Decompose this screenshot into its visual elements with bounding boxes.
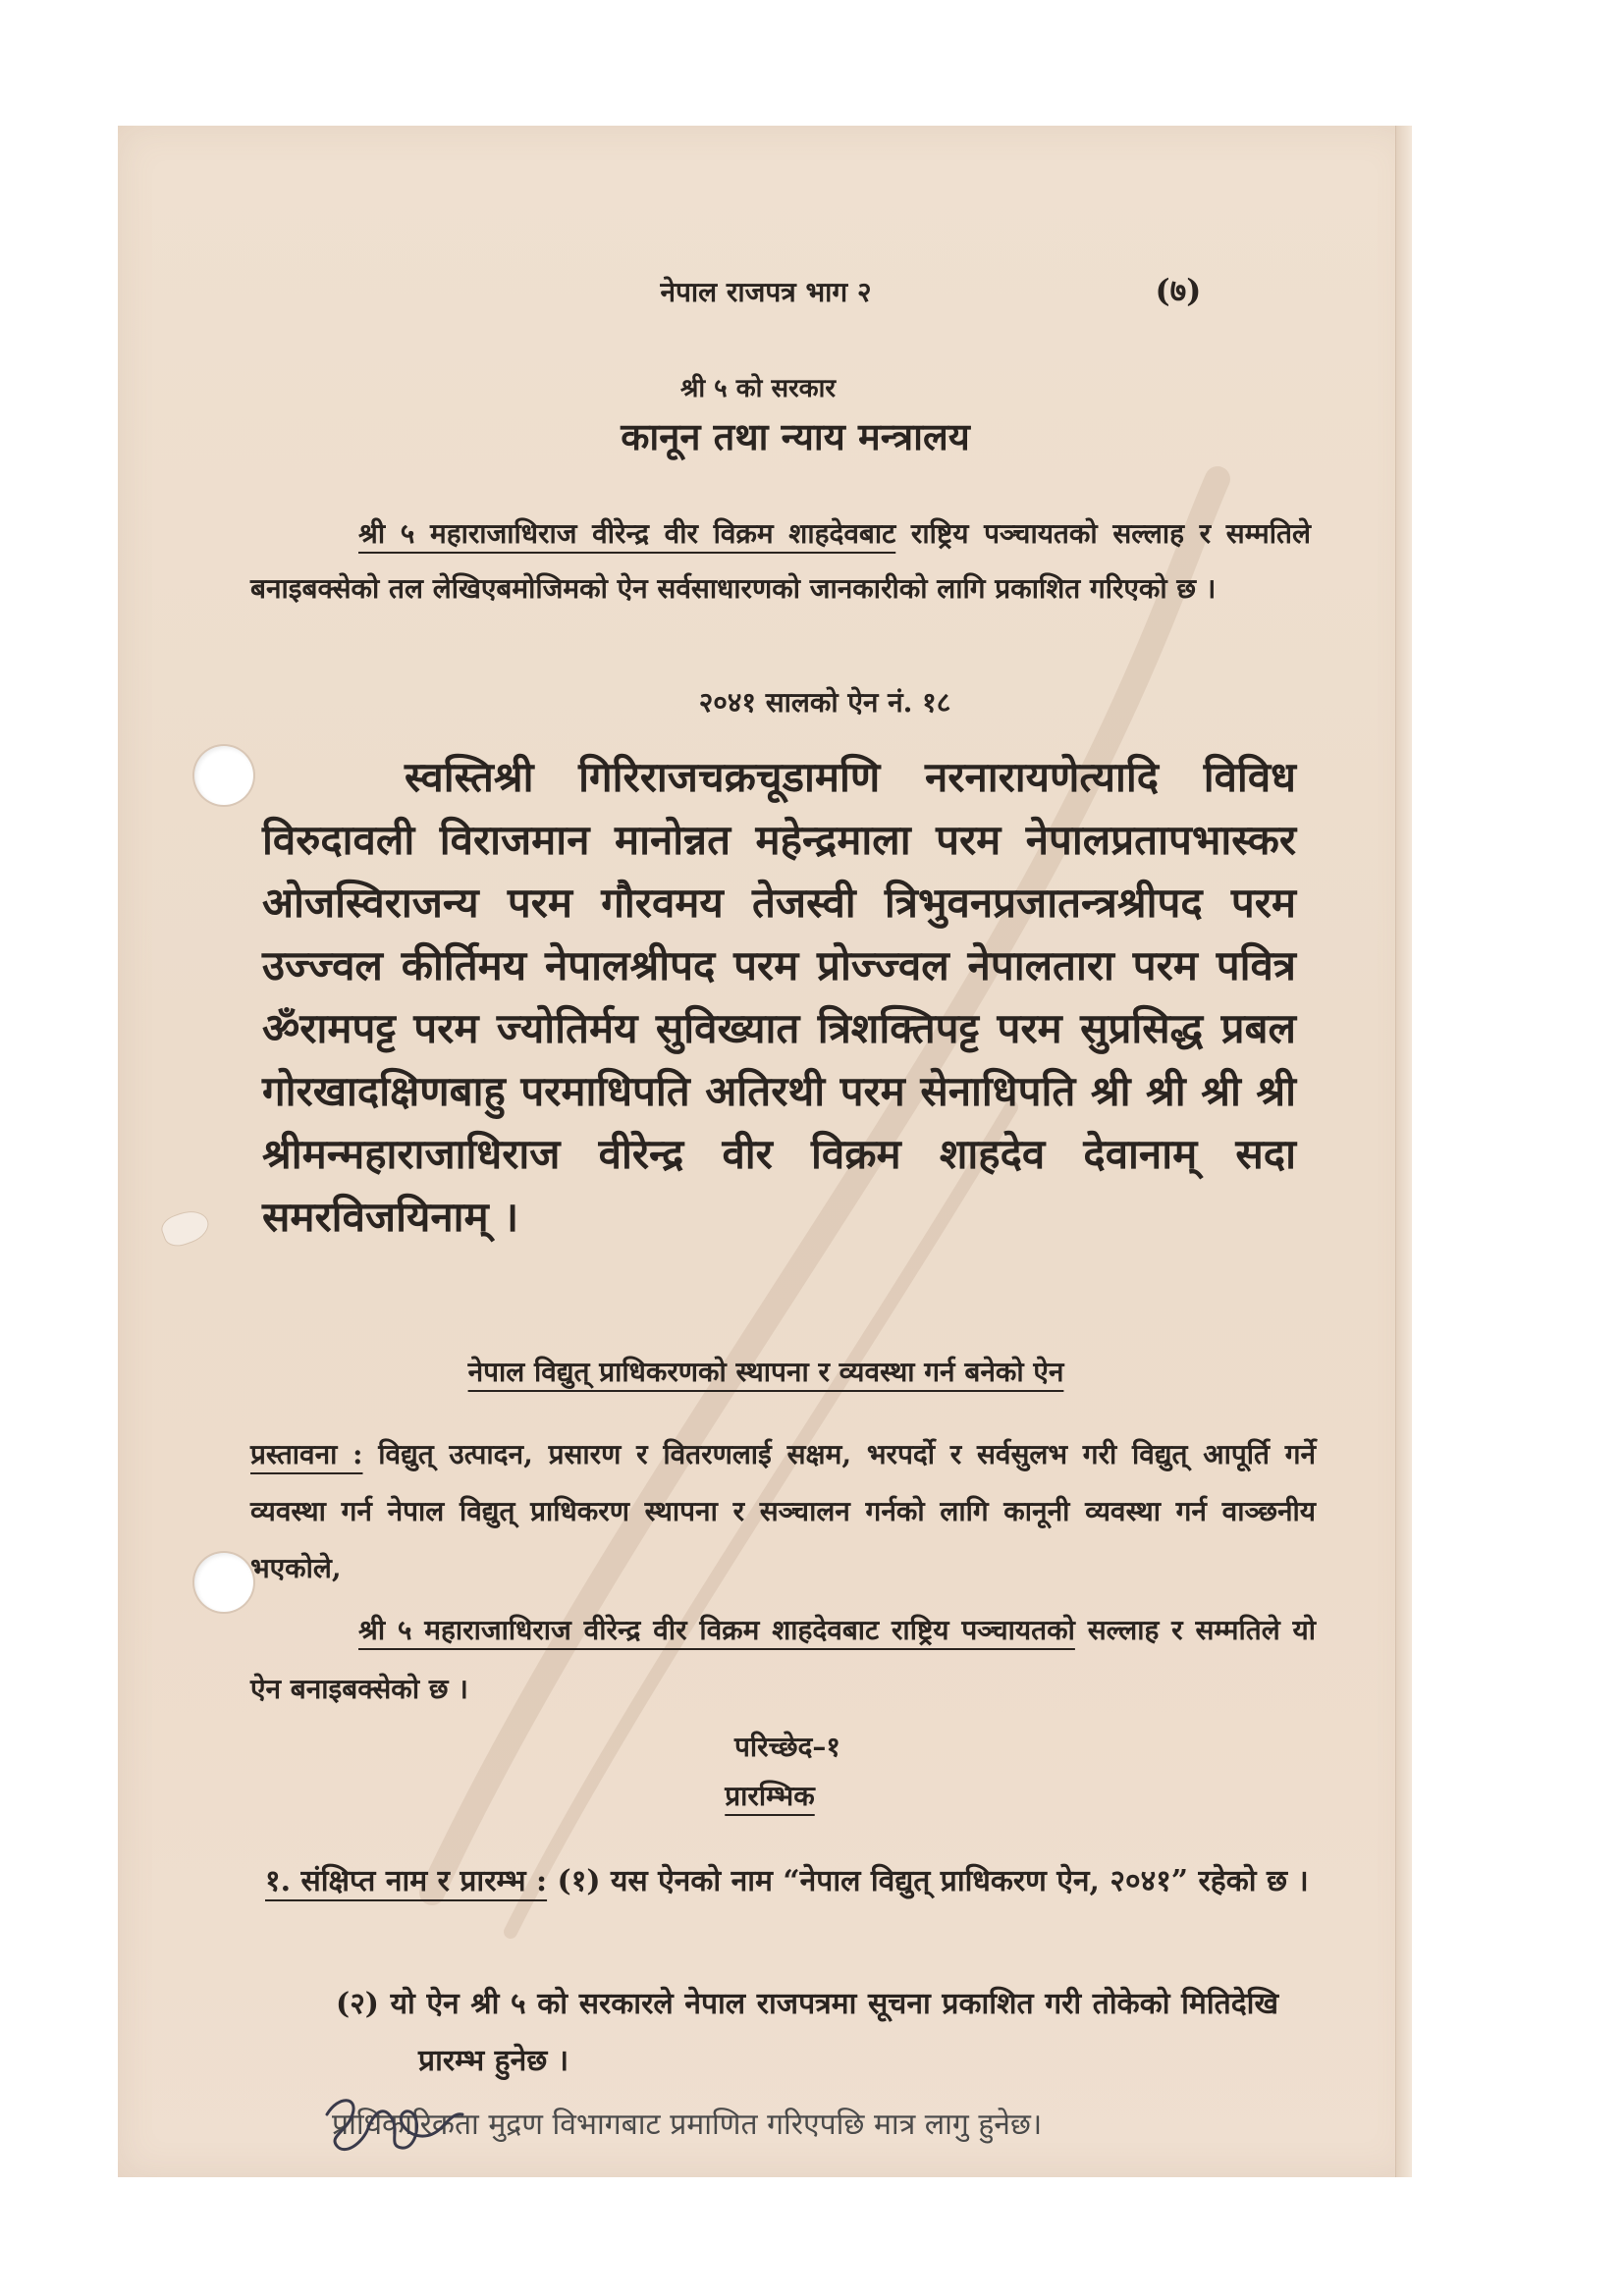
enactment-clause	[250, 1601, 1316, 1719]
gazette-header-title: नेपाल राजपत्र भाग २	[660, 276, 872, 308]
section-1-heading: १. संक्षिप्त नाम र प्रारम्भ :	[265, 1864, 548, 1898]
handwritten-signature	[319, 2085, 466, 2163]
preamble-text: विद्युत् उत्पादन, प्रसारण र वितरणलाई सक्षम, भरपर्दो र सर्वसुलभ गरी विद्युत् आपूर्ति गर्ने व्यवस्था गर्न नेपाल विद्युत् प्राधिकरण स्थापना र सञ्चालन गर्नको लागि कानूनी व्यवस्था गर्न वाञ्छनीय भएकोले,	[250, 1438, 1316, 1584]
act-title-text: नेपाल विद्युत् प्राधिकरणको स्थापना र व्यवस्था गर्न बनेको ऐन	[467, 1356, 1064, 1388]
section-1-clause-1: (१) यस ऐनको नाम “नेपाल विद्युत् प्राधिकरण ऐन, २०४१” रहेको छ ।	[547, 1864, 1309, 1898]
chapter-title	[623, 1777, 917, 1814]
publication-notice	[250, 507, 1311, 616]
preamble-paragraph	[250, 1426, 1316, 1597]
preamble-label: प्रस्तावना :	[250, 1438, 363, 1470]
punch-hole-bottom	[194, 1553, 253, 1612]
section-1-clause-2: (२) यो ऐन श्री ५ को सरकारले नेपाल राजपत्रमा सूचना प्रकाशित गरी तोकेको मितिदेखि प्रारम्भ हुनेछ ।	[336, 1987, 1278, 2078]
royal-titles-preamble: स्वस्तिश्री गिरिराजचक्रचूडामणि नरनारायणेत्यादि विविध विरुदावली विराजमान मानोन्नत महेन्द्रमाला परम नेपालप्रतापभास्कर ओजस्विराजन्य परम गौरवमय तेजस्वी त्रिभुवनप्रजातन्त्रश्रीपद परम उज्ज्वल कीर्तिमय नेपालश्रीपद परम प्रोज्ज्वल नेपालतारा परम पवित्र ॐरामपट्ट परम ज्योतिर्मय सुविख्यात त्रिशक्तिपट्ट परम सुप्रसिद्ध प्रबल गोरखादक्षिणबाहु परमाधिपति अतिरथी परम सेनाधिपति श्री श्री श्री श्री श्रीमन्महाराजाधिराज वीरेन्द्र वीर विक्रम शाहदेव देवानाम् सदा समरविजयिनाम् ।	[262, 753, 1296, 1241]
publication-notice-lead: श्री ५ महाराजाधिराज वीरेन्द्र वीर विक्रम शाहदेवबाट	[358, 517, 896, 550]
enactment-lead: श्री ५ महाराजाधिराज वीरेन्द्र वीर विक्रम शाहदेवबाट राष्ट्रिय पञ्चायतको	[358, 1614, 1075, 1646]
page-number: (७)	[1155, 272, 1202, 309]
publication-notice-text: राष्ट्रिय पञ्चायतको सल्लाह र सम्मतिले बनाइबक्सेको तल लेखिएबमोजिमको ऐन सर्वसाधारणको जानकारीको लागि प्रकाशित गरिएको छ ।	[250, 517, 1311, 605]
gazette-page	[118, 126, 1412, 2177]
section-1	[265, 1851, 1321, 1912]
chapter-title-text: प्रारम्भिक	[725, 1780, 815, 1812]
act-number: २०४१ सालको ऐन नं. १८	[698, 686, 951, 719]
ministry-heading: कानून तथा न्याय मन्त्रालय	[621, 414, 970, 458]
chapter-number: परिच्छेद–१	[734, 1731, 840, 1763]
authentication-stamp: प्राधिकारिकता मुद्रण विभागबाट प्रमाणित गरिएपछि मात्र लागु हुनेछ।	[332, 2108, 1043, 2142]
act-title	[393, 1353, 1139, 1390]
government-heading: श्री ५ को सरकार	[679, 374, 837, 403]
punch-hole-middle	[159, 1206, 211, 1250]
punch-hole-top	[194, 746, 253, 805]
paper-edge	[1395, 126, 1412, 2177]
enactment-text: सल्लाह र सम्मतिले यो ऐन बनाइबक्सेको छ ।	[250, 1614, 1317, 1705]
